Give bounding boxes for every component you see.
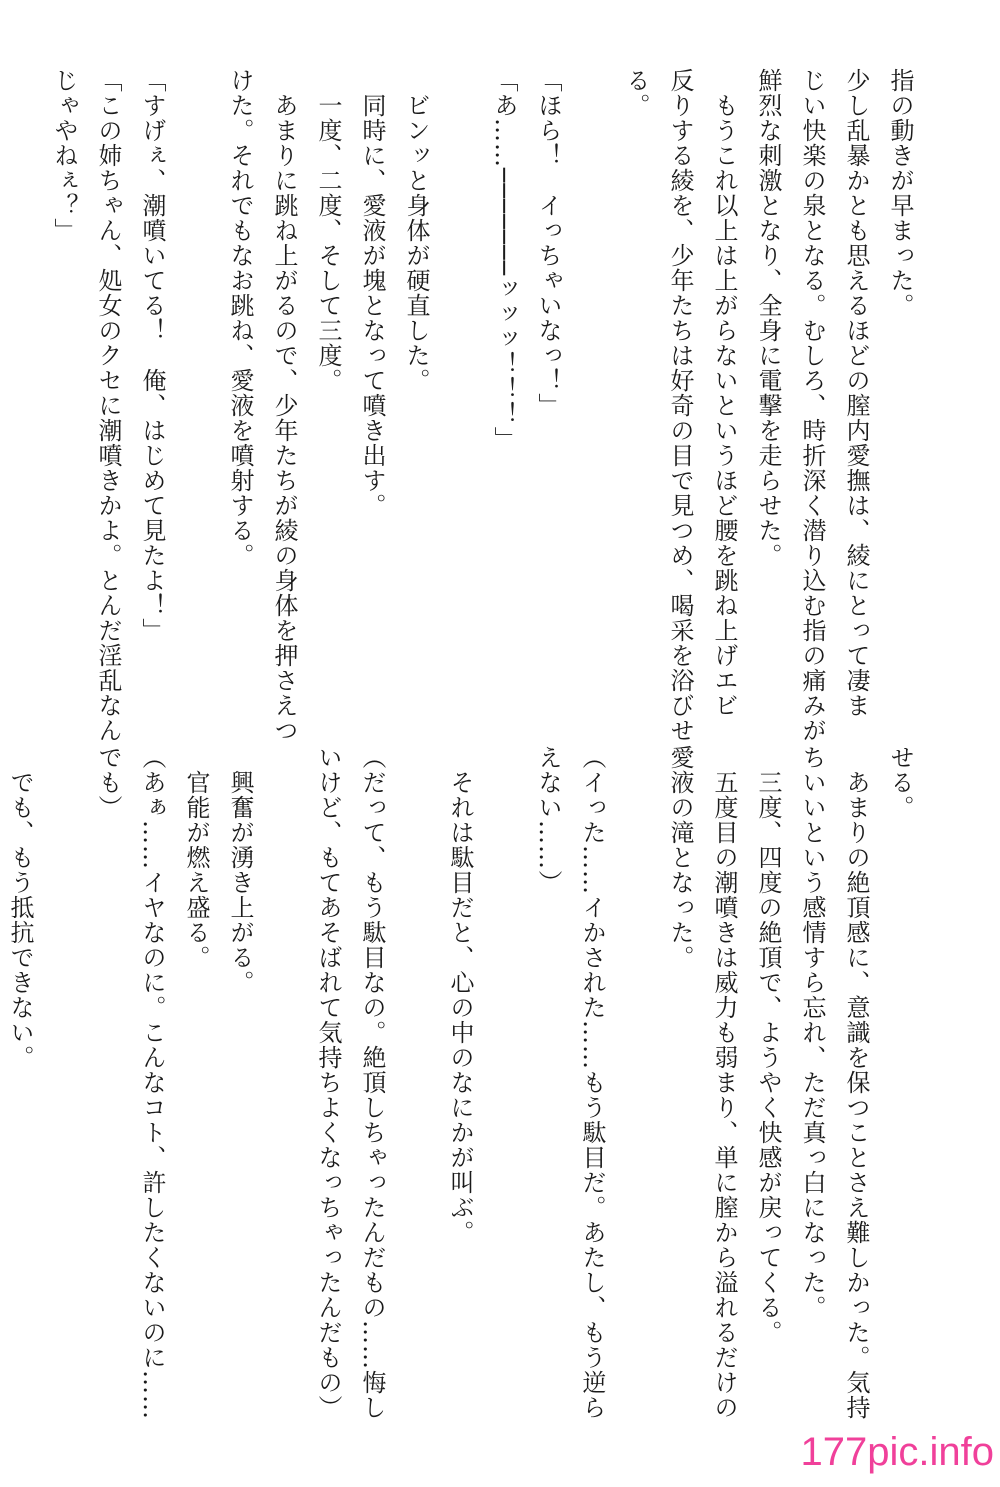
text-line: あまりの絶頂感に、意識を保つことさえ難しかった。気持 <box>842 745 870 1420</box>
text-line: 「ほら！ イっちゃいなっ！」 <box>534 68 562 418</box>
text-line: せる。 <box>886 745 914 820</box>
text-line: もうこれ以上は上がらないというほど腰を跳ね上げエビ <box>710 68 738 718</box>
text-line <box>438 68 482 748</box>
text-line: じい快楽の泉となる。むしろ、時折深く潜り込む指の痛みが <box>798 68 826 743</box>
text-block-top <box>50 68 922 748</box>
text-line: （だって、もう駄目なの。絶頂しちゃったんだもの……悔し <box>358 745 386 1420</box>
text-line: じゃやねぇ？」 <box>50 68 78 243</box>
text-line: あまりに跳ね上がるので、少年たちが綾の身体を押さえつ <box>270 68 298 743</box>
text-line <box>394 745 438 1425</box>
text-line: （あぁ……イヤなのに。こんなコト、許したくないのに…… <box>138 745 166 1420</box>
text-line: （イった……イかされた……もう駄目だ。あたし、もう逆ら <box>578 745 606 1420</box>
text-line: 少し乱暴かとも思えるほどの膣内愛撫は、綾にとって凄ま <box>842 68 870 718</box>
text-line <box>482 745 526 1425</box>
text-line: 官能が燃え盛る。 <box>182 745 210 970</box>
text-line: 反りする綾を、少年たちは好奇の目で見つめ、喝采を浴びせ <box>666 68 694 743</box>
text-line: えない……） <box>534 745 562 895</box>
text-line <box>42 745 86 1425</box>
text-line: 「すげぇ、潮噴いてる！ 俺、はじめて見たよ！」 <box>138 68 166 643</box>
text-line: でも、もう抵抗できない。 <box>6 745 34 1070</box>
text-line: ビンッと身体が硬直した。 <box>402 68 430 393</box>
text-line <box>614 745 658 1425</box>
text-line: 「あ……───────ッッッ！！！」 <box>490 68 518 452</box>
text-line: 愛液の滝となった。 <box>666 745 694 970</box>
text-line: ちいいという感情すら忘れ、ただ真っ白になった。 <box>798 745 826 1320</box>
text-line: 一度、二度、そして三度。 <box>314 68 342 393</box>
text-line <box>0 68 42 748</box>
text-line <box>570 68 614 748</box>
text-block-bottom <box>6 745 922 1425</box>
text-line: それは駄目だと、心の中のなにかが叫ぶ。 <box>446 745 474 1245</box>
text-line: 三度、四度の絶頂で、ようやく快感が戻ってくる。 <box>754 745 782 1345</box>
text-line: 同時に、愛液が塊となって噴き出す。 <box>358 68 386 518</box>
text-line <box>262 745 306 1425</box>
text-line: る。 <box>622 68 650 118</box>
text-line: けた。それでもなお跳ね、愛液を噴射する。 <box>226 68 254 568</box>
text-line <box>174 68 218 748</box>
text-line: 五度目の潮噴きは威力も弱まり、単に膣から溢れるだけの <box>710 745 738 1420</box>
text-line: 「この姉ちゃん、処女のクセに潮噴きかよ。とんだ淫乱なん <box>94 68 122 743</box>
text-line: 興奮が湧き上がる。 <box>226 745 254 995</box>
watermark-text: 177pic.info <box>800 1430 994 1474</box>
text-line: 鮮烈な刺激となり、全身に電撃を走らせた。 <box>754 68 782 568</box>
text-line: でも） <box>94 745 122 820</box>
text-line: 指の動きが早まった。 <box>886 68 914 318</box>
text-line: いけど、もてあそばれて気持ちよくなっちゃったんだもの） <box>314 745 342 1420</box>
